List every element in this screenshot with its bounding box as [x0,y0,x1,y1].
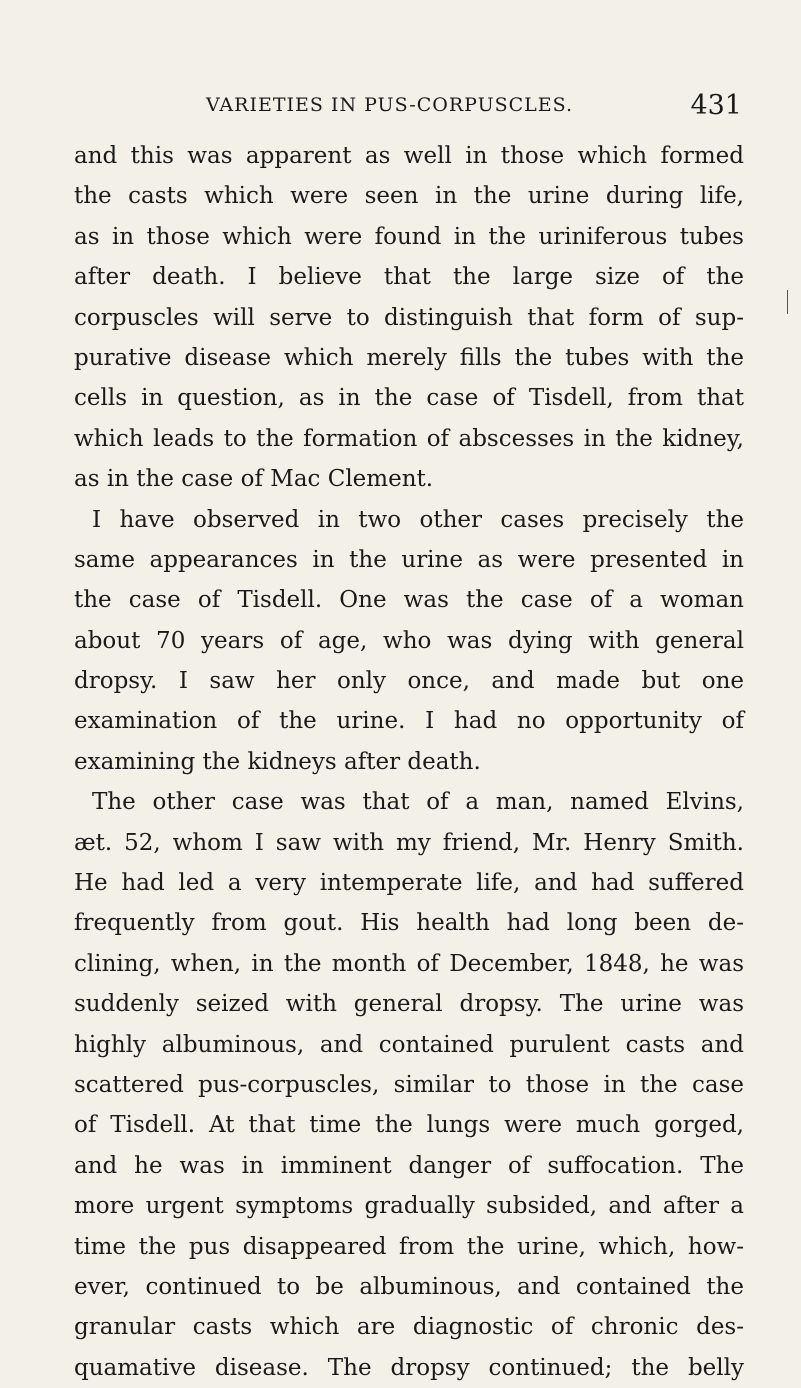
text-line: same appearances in the urine as were presented in [74,546,744,573]
margin-mark [787,290,788,314]
text-line: scattered pus-corpuscles, similar to those in the case [74,1071,744,1098]
text-line: corpuscles will serve to distinguish that form of sup- [74,304,744,331]
body-text [74,136,744,1388]
text-line: examination of the urine. I had no opportunity of [74,708,744,735]
text-line: ever, continued to be albuminous, and contained the [74,1273,744,1300]
text-line: the casts which were seen in the urine during life, [74,183,744,210]
text-line: examining the kidneys after death. [74,748,481,775]
running-head [74,92,742,128]
text-line: more urgent symptoms gradually subsided, and after a [74,1193,744,1220]
text-line: time the pus disappeared from the urine, which, how- [74,1233,744,1260]
text-line: and he was in imminent danger of suffocation. The [74,1152,744,1179]
text-line: as in those which were found in the uriniferous tubes [74,223,744,250]
text-line: I have observed in two other cases precisely the [92,506,744,533]
text-line: the case of Tisdell. One was the case of a woman [74,587,744,614]
text-line: about 70 years of age, who was dying with general [74,627,744,654]
text-line: quamative disease. The dropsy continued; the belly [74,1354,744,1381]
text-line: frequently from gout. His health had long been de- [74,910,744,937]
text-line: which leads to the formation of abscesses in the kidney, [74,425,744,452]
text-line: The other case was that of a man, named Elvins, [92,789,744,816]
text-line: and this was apparent as well in those which formed [74,143,744,169]
text-line: cells in question, as in the case of Tisdell, from that [74,385,744,412]
text-line: He had led a very intemperate life, and had suffered [74,870,744,897]
text-line: of Tisdell. At that time the lungs were much gorged, [74,1112,744,1139]
text-line: as in the case of Mac Clement. [74,466,434,493]
text-line: clining, when, in the month of December, 1848, he was [74,950,744,977]
page-number: 431 [690,90,742,121]
text-line: highly albuminous, and contained purulent casts and [74,1031,744,1058]
text-line: after death. I believe that the large size of the [74,264,744,291]
running-title: VARIETIES IN PUS-CORPUSCLES. [206,94,574,116]
text-line: æt. 52, whom I saw with my friend, Mr. Henry Smith. [74,829,744,856]
text-line: granular casts which are diagnostic of chronic des- [74,1314,744,1341]
text-line: purative disease which merely fills the tubes with the [74,344,744,371]
text-line: dropsy. I saw her only once, and made but one [74,668,744,695]
text-line: suddenly seized with general dropsy. The urine was [74,991,744,1018]
